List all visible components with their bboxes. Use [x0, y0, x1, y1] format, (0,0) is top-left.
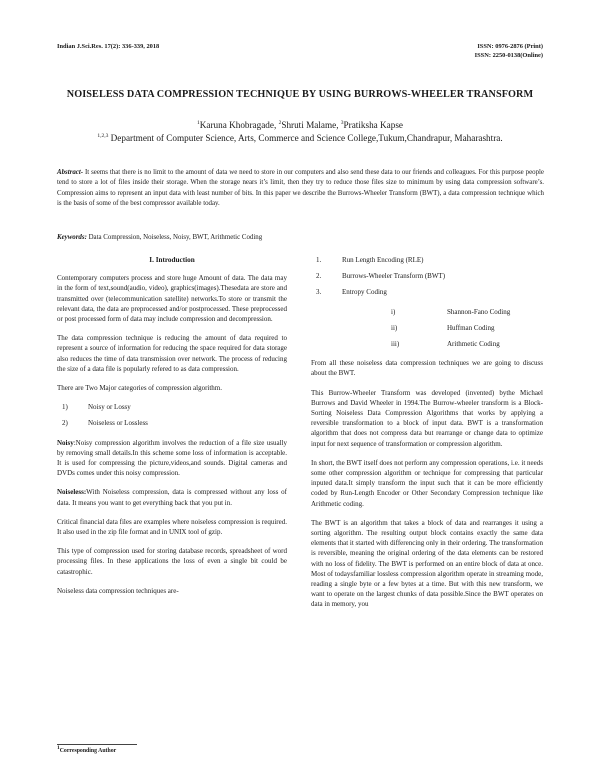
paragraph: Critical financial data files are examples where noiseless compression is required. It also used in the zip file format and in UNIX tool of gzip. [57, 517, 287, 537]
section-heading-introduction: I. Introduction [149, 256, 195, 264]
list-item-text: Noisy or Lossy [88, 403, 131, 412]
list-item [311, 323, 543, 333]
list-item-text: Arithmetic Coding [447, 340, 500, 349]
affiliation-sup: 1,2,3 [97, 132, 109, 139]
list-item [311, 287, 543, 297]
right-column [311, 255, 543, 619]
author-2-sup: 2 [278, 119, 282, 126]
list-item-number: iii) [391, 340, 400, 349]
footnote-sup: 1 [57, 745, 60, 752]
abstract-text: It seems that there is no limit to the amount of data we need to store in our computers and also send these data to our friends and colleagues. For this purpose people tend to store a lot of files inside their storage. When the storage nears it’s limit, then they try to reduce those files size to minimum by using data compression software’s. Compression aims to represent an input data with least number of bits. In this paper we describe the Burrows-Wheeler Transform (BWT), a data compression technique which is the basis of some of the best compressor available today. [57, 169, 544, 208]
abstract-label: Abstract- [57, 169, 84, 176]
footnote-divider [57, 744, 137, 745]
list-item-number: ii) [391, 323, 398, 332]
keywords-label: Keywords: [57, 234, 87, 241]
footnote-text: Corresponding Author [59, 748, 117, 754]
paragraph: The BWT is an algorithm that takes a block of data and rearranges it using a sorting algorithm. The resulting output block contains exactly the same data elements that it started with differencing only in their ordering. The transformation is reversible, meaning the original ordering of the data elements can be restored with no loss of fidelity. The BWT is performed on an entire block of data at once. Most of todaysfamiliar lossless compression algorithm operate in streaming mode, reading a single byte or a few bytes at a time. But with this new transform, we want to operate on the largest chunks of data possible.Since the BWT operates on data in memory, you [311, 518, 543, 609]
paragraph: In short, the BWT itself does not perform any compression operations, i.e. it needs some other compression algorithm or technique for compressing that particular inputed data.It simply transform the input such that it can be more efficiently coded by Run-Length Encoder or Other Secondary Compression technique like Arithmetic coding. [311, 458, 543, 508]
paragraph-text: :Noisy compression algorithm involves the reduction of a file size usually by removing small details.In this scheme some loss of information is acceptable. It is used for compressing the picture,videos,and sounds. Digital cameras and DVDs comes under this noisy compression. [57, 438, 287, 478]
paragraph: This Burrow-Wheeler Transform was developed (invented) bythe Michael Burrows and David Wheeler in 1994.The Burrow-wheeler transform is a Block-Sorting Noiseless Data Compression Algorithms that works by applying a reversible transformation to a block of input data. BWT is a transformation algorithm that does not compress data but rearrange or change data to optimize input for next sequence of transformation or compression algorithm. [311, 388, 543, 448]
paragraph: Contemporary computers process and store huge Amount of data. The data may in the form of text,sound(audio, video), graphics(images).Thesedata are store and transmitted over (telecommunication satellite) networks.To store or transmit the relevant data, the data are preprocessed and/or postprocessed. These preprocessed or post processed form of data may include compression and decompression. [57, 274, 287, 324]
entropy-coding-sublist [311, 307, 543, 350]
paragraph: The data compression technique is reducing the amount of data required to represent a source of information for reducing the space required for data storage also reduces the time of data transmission over network. The process of reducing the size of a data file is popularly refered to as data compression. [57, 334, 287, 373]
list-item [311, 271, 543, 281]
author-2: Shruti Malame, [281, 120, 341, 130]
list-item [57, 402, 287, 412]
paragraph [57, 438, 287, 479]
techniques-list [311, 255, 543, 298]
term-noisy: Noisy [57, 438, 74, 447]
author-1: Karuna Khobragade, [199, 120, 279, 130]
left-column [57, 255, 287, 605]
list-item [311, 339, 543, 349]
issn-online: ISSN: 2250-0138(Online) [474, 52, 543, 59]
journal-citation: Indian J.Sci.Res. 17(2): 336-339, 2018 [57, 43, 160, 50]
keywords-text: Data Compression, Noiseless, Noisy, BWT, Arithmetic Coding [86, 234, 263, 241]
list-item-text: Shannon-Fano Coding [447, 307, 511, 316]
keywords [57, 233, 544, 243]
author-3-sup: 3 [340, 119, 344, 126]
list-item-text: Noiseless or Lossless [88, 419, 148, 428]
list-item-number: 2. [316, 272, 322, 281]
abstract [57, 168, 544, 210]
list-item [311, 255, 543, 265]
author-3: Pratiksha Kapse [343, 120, 403, 130]
list-item-number: 1) [62, 403, 68, 412]
list-item-number: 2) [62, 419, 68, 428]
list-item-number: 1. [316, 256, 322, 264]
author-list [60, 120, 540, 131]
paragraph: From all these noiseless data compression techniques we are going to discuss about the BWT. [311, 359, 543, 378]
paragraph: Noiseless data compression techniques are- [57, 586, 179, 595]
affiliation [60, 133, 540, 144]
paper-title: NOISELESS DATA COMPRESSION TECHNIQUE BY USING BURROWS-WHEELER TRANSFORM [66, 89, 534, 100]
issn-block [475, 42, 543, 60]
list-item-text: Run Length Encoding (RLE) [342, 256, 424, 264]
paragraph: This type of compression used for storing database records, spreadsheet of word processing files. In these applications the loss of even a single bit could be catastrophic. [57, 547, 287, 576]
author-1-sup: 1 [197, 119, 200, 126]
list-item-text: Huffman Coding [447, 323, 495, 332]
compression-categories-list [57, 402, 287, 428]
affiliation-text: Department of Computer Science, Arts, Commerce and Science College,Tukum,Chandrapur, Maharashtra. [108, 133, 503, 143]
list-item-number: i) [391, 307, 396, 316]
paragraph-text: With Noiseless compression, data is compressed without any loss of data. It means you want to get everything back that you put in. [57, 488, 287, 507]
list-item [311, 307, 543, 317]
list-item [57, 418, 287, 428]
paragraph: There are Two Major categories of compression algorithm. [57, 384, 222, 393]
list-item-text: Entropy Coding [342, 288, 387, 297]
footnote [57, 745, 117, 754]
list-item-text: Burrows-Wheeler Transform (BWT) [342, 272, 446, 281]
issn-print: ISSN: 0976-2876 (Print) [477, 43, 543, 50]
paragraph [57, 487, 287, 507]
list-item-number: 3. [316, 288, 322, 297]
term-noiseless: Noiseless: [57, 488, 87, 497]
